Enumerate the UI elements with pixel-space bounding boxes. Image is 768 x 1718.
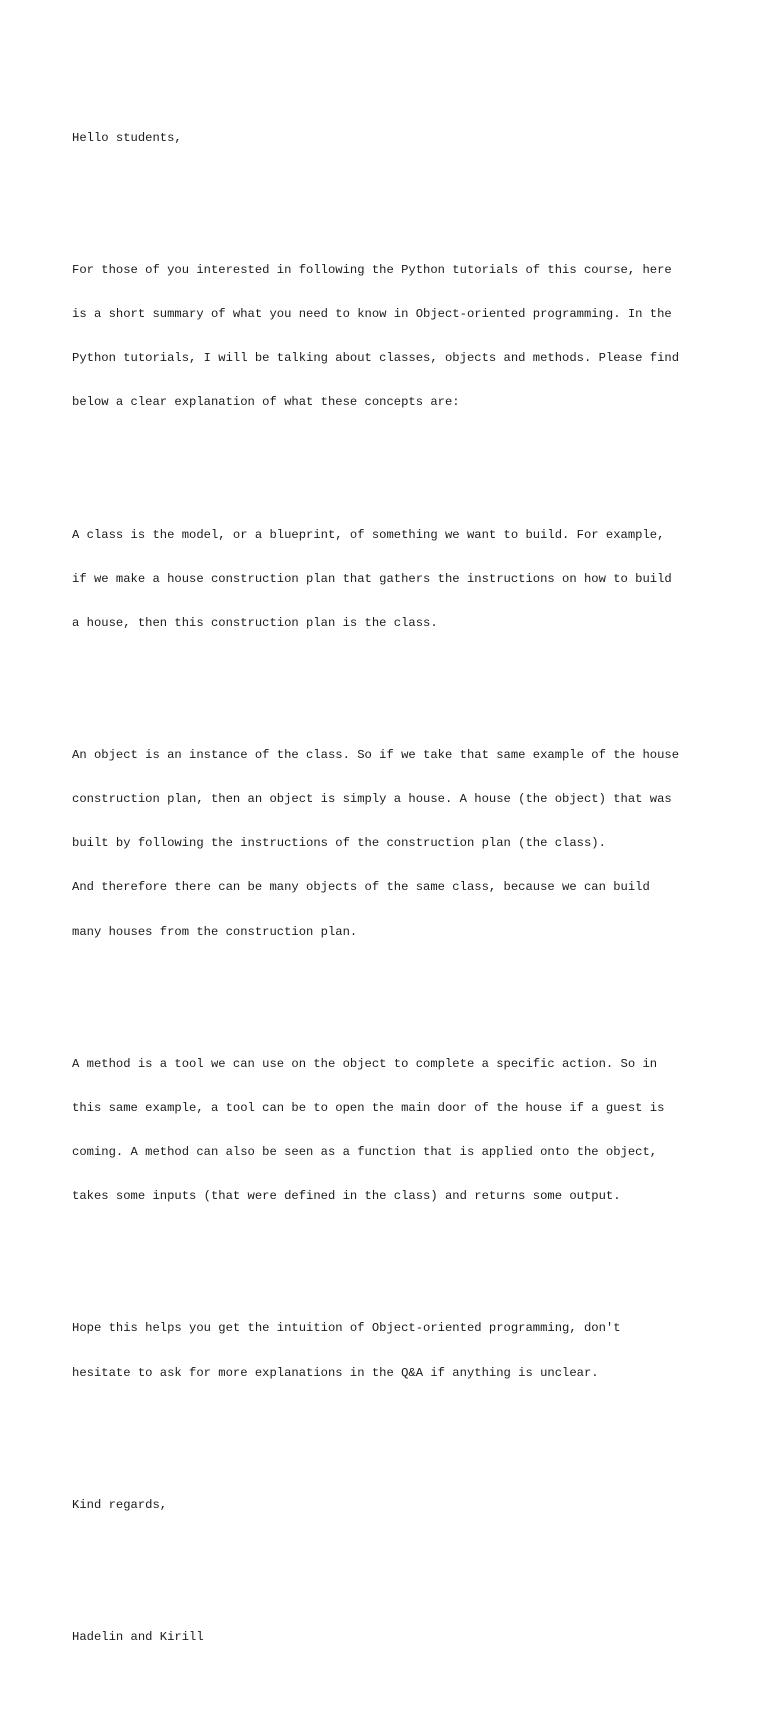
paragraph-line: coming. A method can also be seen as a function that is applied onto the object, bbox=[72, 1145, 658, 1160]
paragraph-line: A class is the model, or a blueprint, of something we want to build. For example, bbox=[72, 527, 665, 542]
paragraph-line: Python tutorials, I will be talking about classes, objects and methods. Please find bbox=[72, 351, 680, 366]
paragraph-line: below a clear explanation of what these concepts are: bbox=[72, 395, 460, 410]
paragraph-line: this same example, a tool can be to open the main door of the house if a guest is bbox=[72, 1100, 665, 1115]
paragraph-line: a house, then this construction plan is the class. bbox=[72, 615, 438, 630]
paragraph-line: For those of you interested in following the Python tutorials of this course, here bbox=[72, 263, 672, 278]
paragraph-method bbox=[72, 1027, 732, 1233]
paragraph-line: hesitate to ask for more explanations in the Q&A if anything is unclear. bbox=[72, 1365, 599, 1380]
greeting bbox=[72, 101, 732, 175]
greeting-line: Hello students, bbox=[72, 130, 182, 145]
signature-line: Hadelin and Kirill bbox=[72, 1630, 204, 1645]
paragraph-line: And therefore there can be many objects of the same class, because we can build bbox=[72, 880, 650, 895]
paragraph-line: built by following the instructions of the construction plan (the class). bbox=[72, 836, 606, 851]
paragraph-object bbox=[72, 719, 732, 969]
paragraph-line: takes some inputs (that were defined in the class) and returns some output. bbox=[72, 1189, 621, 1204]
paragraph-line: An object is an instance of the class. So if we take that same example of the house bbox=[72, 748, 680, 763]
closing-line: Kind regards, bbox=[72, 1497, 168, 1512]
paragraph-line: Hope this helps you get the intuition of Object-oriented programming, don't bbox=[72, 1321, 621, 1336]
paragraph-class bbox=[72, 498, 732, 660]
paragraph-line: is a short summary of what you need to know in Object-oriented programming. In the bbox=[72, 307, 672, 322]
signature bbox=[72, 1601, 732, 1675]
paragraph-line: A method is a tool we can use on the object to complete a specific action. So in bbox=[72, 1056, 658, 1071]
paragraph-line: if we make a house construction plan that gathers the instructions on how to build bbox=[72, 571, 672, 586]
paragraph-line: construction plan, then an object is simply a house. A house (the object) that was bbox=[72, 792, 672, 807]
letter-body bbox=[72, 72, 732, 1718]
closing bbox=[72, 1468, 732, 1542]
paragraph-intro bbox=[72, 234, 732, 440]
paragraph-line: many houses from the construction plan. bbox=[72, 924, 358, 939]
paragraph-closing-note bbox=[72, 1292, 732, 1410]
